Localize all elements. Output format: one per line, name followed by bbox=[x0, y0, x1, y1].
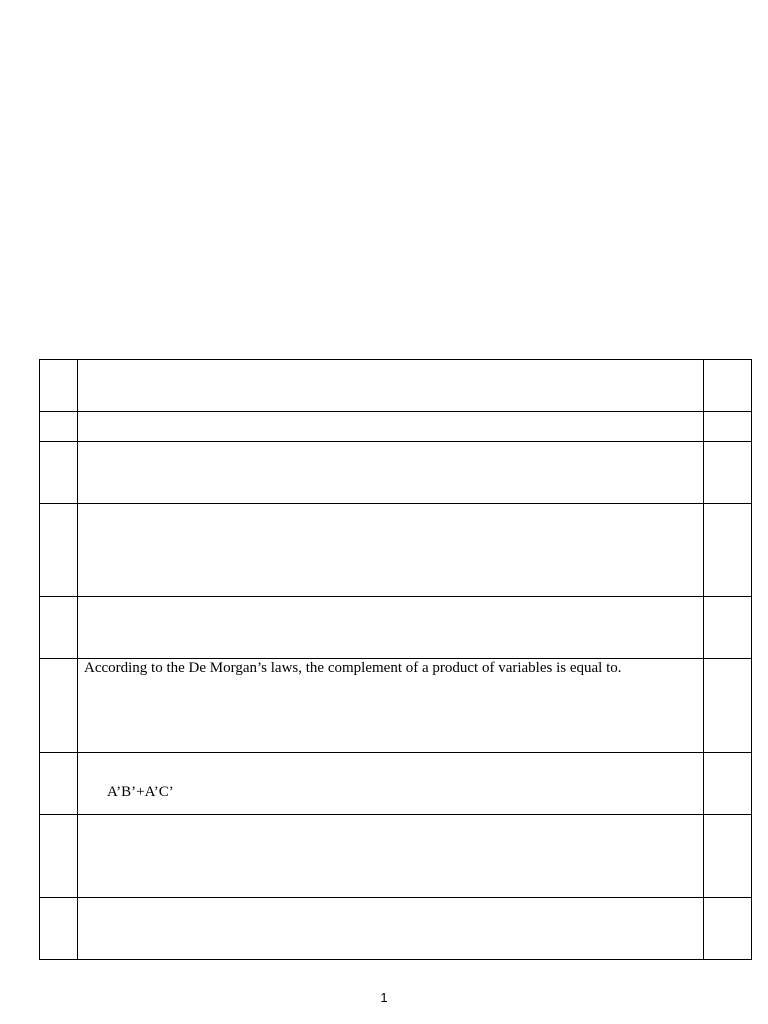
table-row bbox=[40, 412, 752, 442]
answer-text: A’B’+A’C’ bbox=[107, 784, 174, 800]
row-number-cell bbox=[40, 898, 78, 960]
row-content-text bbox=[78, 898, 703, 899]
row-mark-cell bbox=[704, 753, 752, 815]
table-row bbox=[40, 659, 752, 753]
table-row bbox=[40, 360, 752, 412]
row-number-cell bbox=[40, 442, 78, 504]
row-number-cell bbox=[40, 659, 78, 753]
question-table bbox=[39, 359, 752, 960]
row-mark-cell bbox=[704, 442, 752, 504]
row-content-text bbox=[78, 504, 703, 505]
row-number-cell bbox=[40, 360, 78, 412]
row-number-cell bbox=[40, 815, 78, 898]
row-mark-cell bbox=[704, 815, 752, 898]
row-mark-cell bbox=[704, 659, 752, 753]
row-number-cell bbox=[40, 753, 78, 815]
row-content-text bbox=[78, 412, 703, 413]
row-content-text bbox=[78, 815, 703, 816]
row-mark-cell bbox=[704, 412, 752, 442]
table-row bbox=[40, 753, 752, 815]
question-text: According to the De Morgan’s laws, the complement of a product of variables is equal to. bbox=[84, 660, 622, 676]
row-content-cell bbox=[78, 412, 704, 442]
row-content-cell bbox=[78, 442, 704, 504]
row-content-cell bbox=[78, 815, 704, 898]
row-mark-cell bbox=[704, 504, 752, 597]
row-content-text bbox=[78, 360, 703, 361]
row-number-cell bbox=[40, 597, 78, 659]
row-content-cell bbox=[78, 659, 704, 753]
row-mark-cell bbox=[704, 597, 752, 659]
row-content-cell bbox=[78, 360, 704, 412]
table-row bbox=[40, 504, 752, 597]
row-mark-cell bbox=[704, 898, 752, 960]
row-content-text bbox=[78, 442, 703, 443]
table-row bbox=[40, 597, 752, 659]
row-content-cell bbox=[78, 504, 704, 597]
table-row bbox=[40, 898, 752, 960]
table-row bbox=[40, 815, 752, 898]
row-mark-cell bbox=[704, 360, 752, 412]
row-number-cell bbox=[40, 412, 78, 442]
row-content-cell bbox=[78, 898, 704, 960]
page-number: 1 bbox=[380, 990, 388, 1005]
row-content-cell bbox=[78, 753, 704, 815]
row-content-cell bbox=[78, 597, 704, 659]
row-content-text bbox=[78, 597, 703, 598]
table-row bbox=[40, 442, 752, 504]
row-number-cell bbox=[40, 504, 78, 597]
